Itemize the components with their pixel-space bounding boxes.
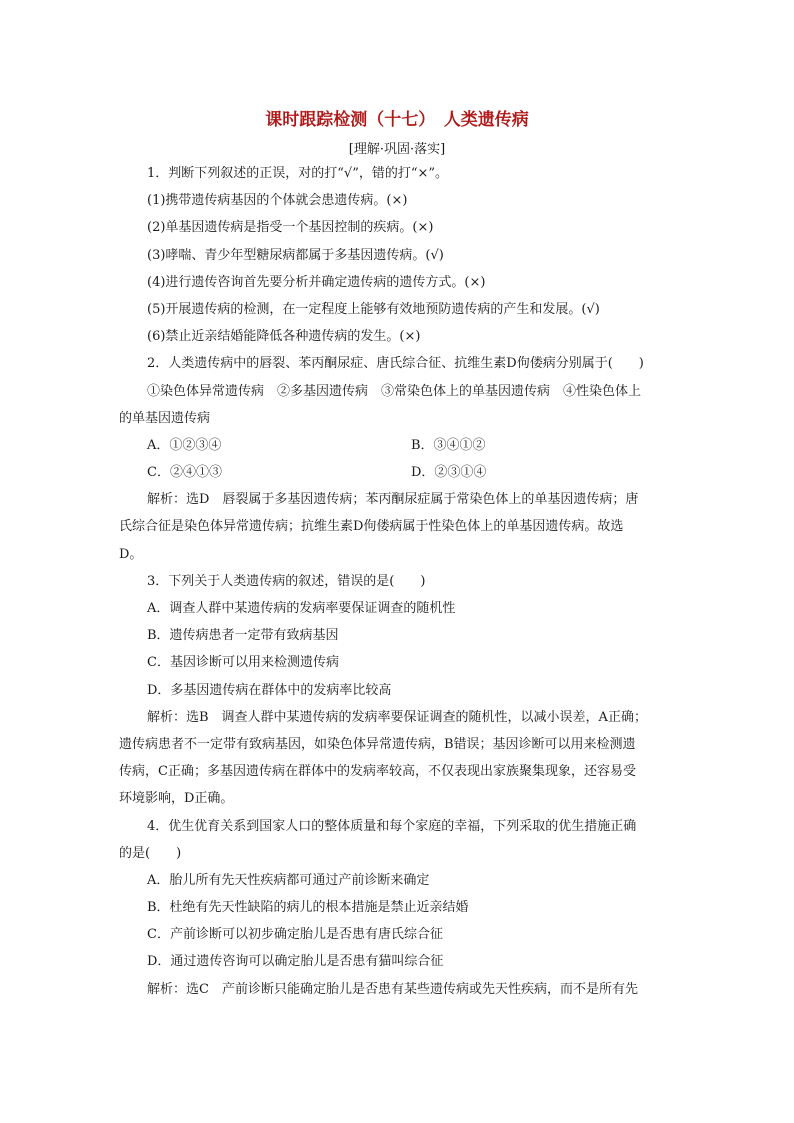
text-line: 的单基因遗传病 xyxy=(119,410,211,426)
text-line: 1．判断下列叙述的正误，对的打“√”，错的打“×”。 xyxy=(147,166,449,181)
text-line: 的是( ) xyxy=(119,845,182,861)
text-line: B．遗传病患者一定带有致病基因 xyxy=(147,628,339,644)
text-line: C．产前诊断可以初步确定胎儿是否患有唐氏综合征 xyxy=(147,927,443,943)
text-line: 3．下列关于人类遗传病的叙述，错误的是( ) xyxy=(147,573,426,589)
text-line: 解析：选C 产前诊断只能确定胎儿是否患有某些遗传病或先天性疾病，而不是所有先 xyxy=(147,981,638,997)
text-line: A．胎儿所有先天性疾病都可通过产前诊断来确定 xyxy=(147,872,430,888)
text-line: D。 xyxy=(119,546,143,562)
text-line: C．基因诊断可以用来检测遗传病 xyxy=(147,655,339,671)
text-line: ①染色体异常遗传病 ②多基因遗传病 ③常染色体上的单基因遗传病 ④性染色体上 xyxy=(147,383,642,399)
text-line: (3)哮喘、青少年型糖尿病都属于多基因遗传病。(√) xyxy=(147,247,444,263)
text-line: 2．人类遗传病中的唇裂、苯丙酮尿症、唐氏综合征、抗维生素D佝偻病分别属于( ) xyxy=(147,356,644,372)
text-line: (4)进行遗传咨询首先要分析并确定遗传病的遗传方式。(×) xyxy=(147,274,486,290)
option-row xyxy=(119,459,675,486)
text-line: 4．优生优育关系到国家人口的整体质量和每个家庭的幸福，下列采取的优生措施正确 xyxy=(147,818,637,834)
text-line: (6)禁止近亲结婚能降低各种遗传病的发生。(×) xyxy=(147,329,421,345)
text-line: B．杜绝有先天性缺陷的病儿的根本措施是禁止近亲结婚 xyxy=(147,900,469,916)
option-item: C．②④①③ xyxy=(147,465,222,481)
text-line: A．调查人群中某遗传病的发病率要保证调查的随机性 xyxy=(147,601,456,616)
text-line: (5)开展遗传病的检测，在一定程度上能够有效地预防遗传病的产生和发展。(√) xyxy=(147,301,600,317)
document-body xyxy=(119,160,675,1003)
text-line: (2)单基因遗传病是指受一个基因控制的疾病。(×) xyxy=(147,220,434,236)
text-line: 解析：选B 调查人群中某遗传病的发病率要保证调查的随机性，以减小误差，A正确； xyxy=(147,709,647,725)
text-line: D．通过遗传咨询可以确定胎儿是否患有猫叫综合征 xyxy=(147,954,444,970)
text-line: 遗传病患者不一定带有致病基因，如染色体异常遗传病，B错误；基因诊断可以用来检测遗 xyxy=(119,736,636,752)
text-line: 传病，C正确；多基因遗传病在群体中的发病率较高，不仅表现出家族聚集现象，还容易受 xyxy=(119,764,636,780)
option-row xyxy=(119,432,675,459)
text-line: D．多基因遗传病在群体中的发病率比较高 xyxy=(147,682,392,698)
section-subtitle: [理解·巩固·落实] xyxy=(348,142,446,157)
option-item: A．①②③④ xyxy=(147,437,222,453)
text-line: 氏综合征是染色体异常遗传病；抗维生素D佝偻病属于性染色体上的单基因遗传病。故选 xyxy=(119,519,624,535)
text-line: 解析：选D 唇裂属于多基因遗传病；苯丙酮尿症属于常染色体上的单基因遗传病；唐 xyxy=(147,492,639,508)
option-item: D．②③①④ xyxy=(411,465,487,481)
page-title: 课时跟踪检测（十七） 人类遗传病 xyxy=(265,110,529,130)
text-line: 环境影响，D正确。 xyxy=(119,791,234,807)
text-line: (1)携带遗传病基因的个体就会患遗传病。(×) xyxy=(147,193,408,209)
option-item: B．③④①② xyxy=(411,437,486,453)
